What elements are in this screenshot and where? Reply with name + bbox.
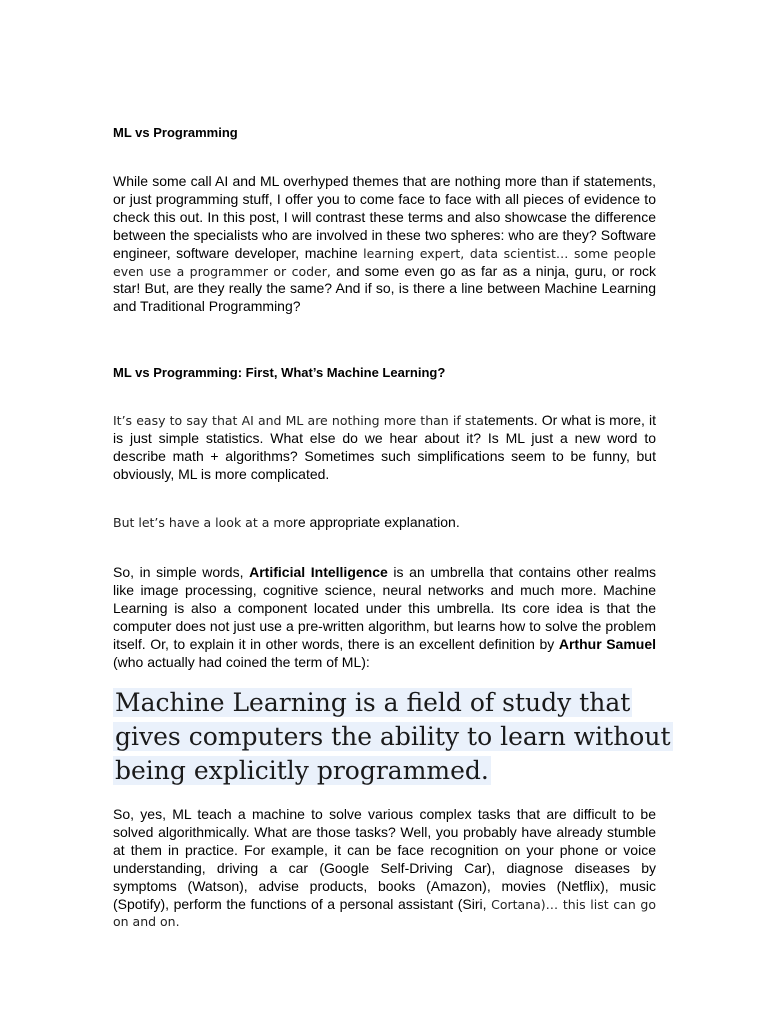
paragraph-umbrella-c: (who actually had coined the term of ML): <box>113 653 370 670</box>
paragraph-easy-to-say-a: It’s easy to say that AI and ML are nothing more than if sta <box>113 413 484 428</box>
paragraph-umbrella-a: So, in simple words, <box>113 564 250 580</box>
pull-quote-text: Machine Learning is a field of study that gives computers the ability to learn without being explicitly programmed. <box>115 688 671 785</box>
paragraph-have-a-look <box>113 514 656 532</box>
intro-text-1: While some call AI and ML overhyped themes that are nothing more than if statements, or just programming stuff, I offer you to come face to face with all pieces of evidence to check this out. In this post, I will contrast these terms and also showcase the difference between the specialists who are involved in these two spheres: who are they? Software engineer, software developer, machine <box>113 173 656 261</box>
name-arthur-samuel: Arthur Samuel <box>558 635 657 652</box>
paragraph-ml-tasks <box>113 806 656 931</box>
paragraph-have-a-look-b: re appropriate explanation. <box>293 514 460 530</box>
paragraph-umbrella-b: is an umbrella that contains other realms like image processing, cognitive science, neural networks and much more. Machine Learning is also a component located under this umbrella. Its core idea is that the computer does not just use a pre-written algorithm, but learns how to solve the problem itself. Or, to explain it in other words, there is an excellent definition by <box>113 564 656 652</box>
paragraph-have-a-look-a: But let’s have a look at a mo <box>113 515 294 530</box>
section-heading-what-is-ml: ML vs Programming: First, What’s Machine Learning? <box>113 365 446 380</box>
paragraph-ml-tasks-a: So, yes, ML teach a machine to solve various complex tasks that are difficult to be solved algorithmically. What are those tasks? Well, you probably have already stumble at them in practice. For example, it can be face recognition on your phone or voice understanding, driving a car (Google Self-Driving Car), diagnose diseases by symptoms (Watson), advise products, books (Amazon), movies (Netflix), music (Spotify), perform the functions of a personal assistant (Siri, <box>113 806 656 912</box>
paragraph-easy-to-say <box>113 412 656 484</box>
pull-quote <box>113 686 673 788</box>
term-artificial-intelligence: Artificial Intelligence <box>249 564 388 580</box>
intro-text-2: learning expert, data scientist… some people even use a programmer or coder, <box>113 245 656 279</box>
intro-text-3: and some even go as far as a ninja, guru, or rock star! But, are they really the same? And if so, is there a line between Machine Learning and Traditional Programming? <box>113 262 656 315</box>
paragraph-easy-to-say-b: tements. Or what is more, it is just simple statistics. What else do we hear about it? Is ML just a new word to describe math + algorithms? Sometimes such simplifications seem to be funny, but obviously, ML is more complicated. <box>113 412 656 482</box>
section-heading-ml-vs-programming: ML vs Programming <box>113 125 238 140</box>
intro-paragraph <box>113 173 656 316</box>
paragraph-umbrella <box>113 564 656 671</box>
paragraph-ml-tasks-b: Cortana)… this list can go on and on. <box>113 896 657 930</box>
